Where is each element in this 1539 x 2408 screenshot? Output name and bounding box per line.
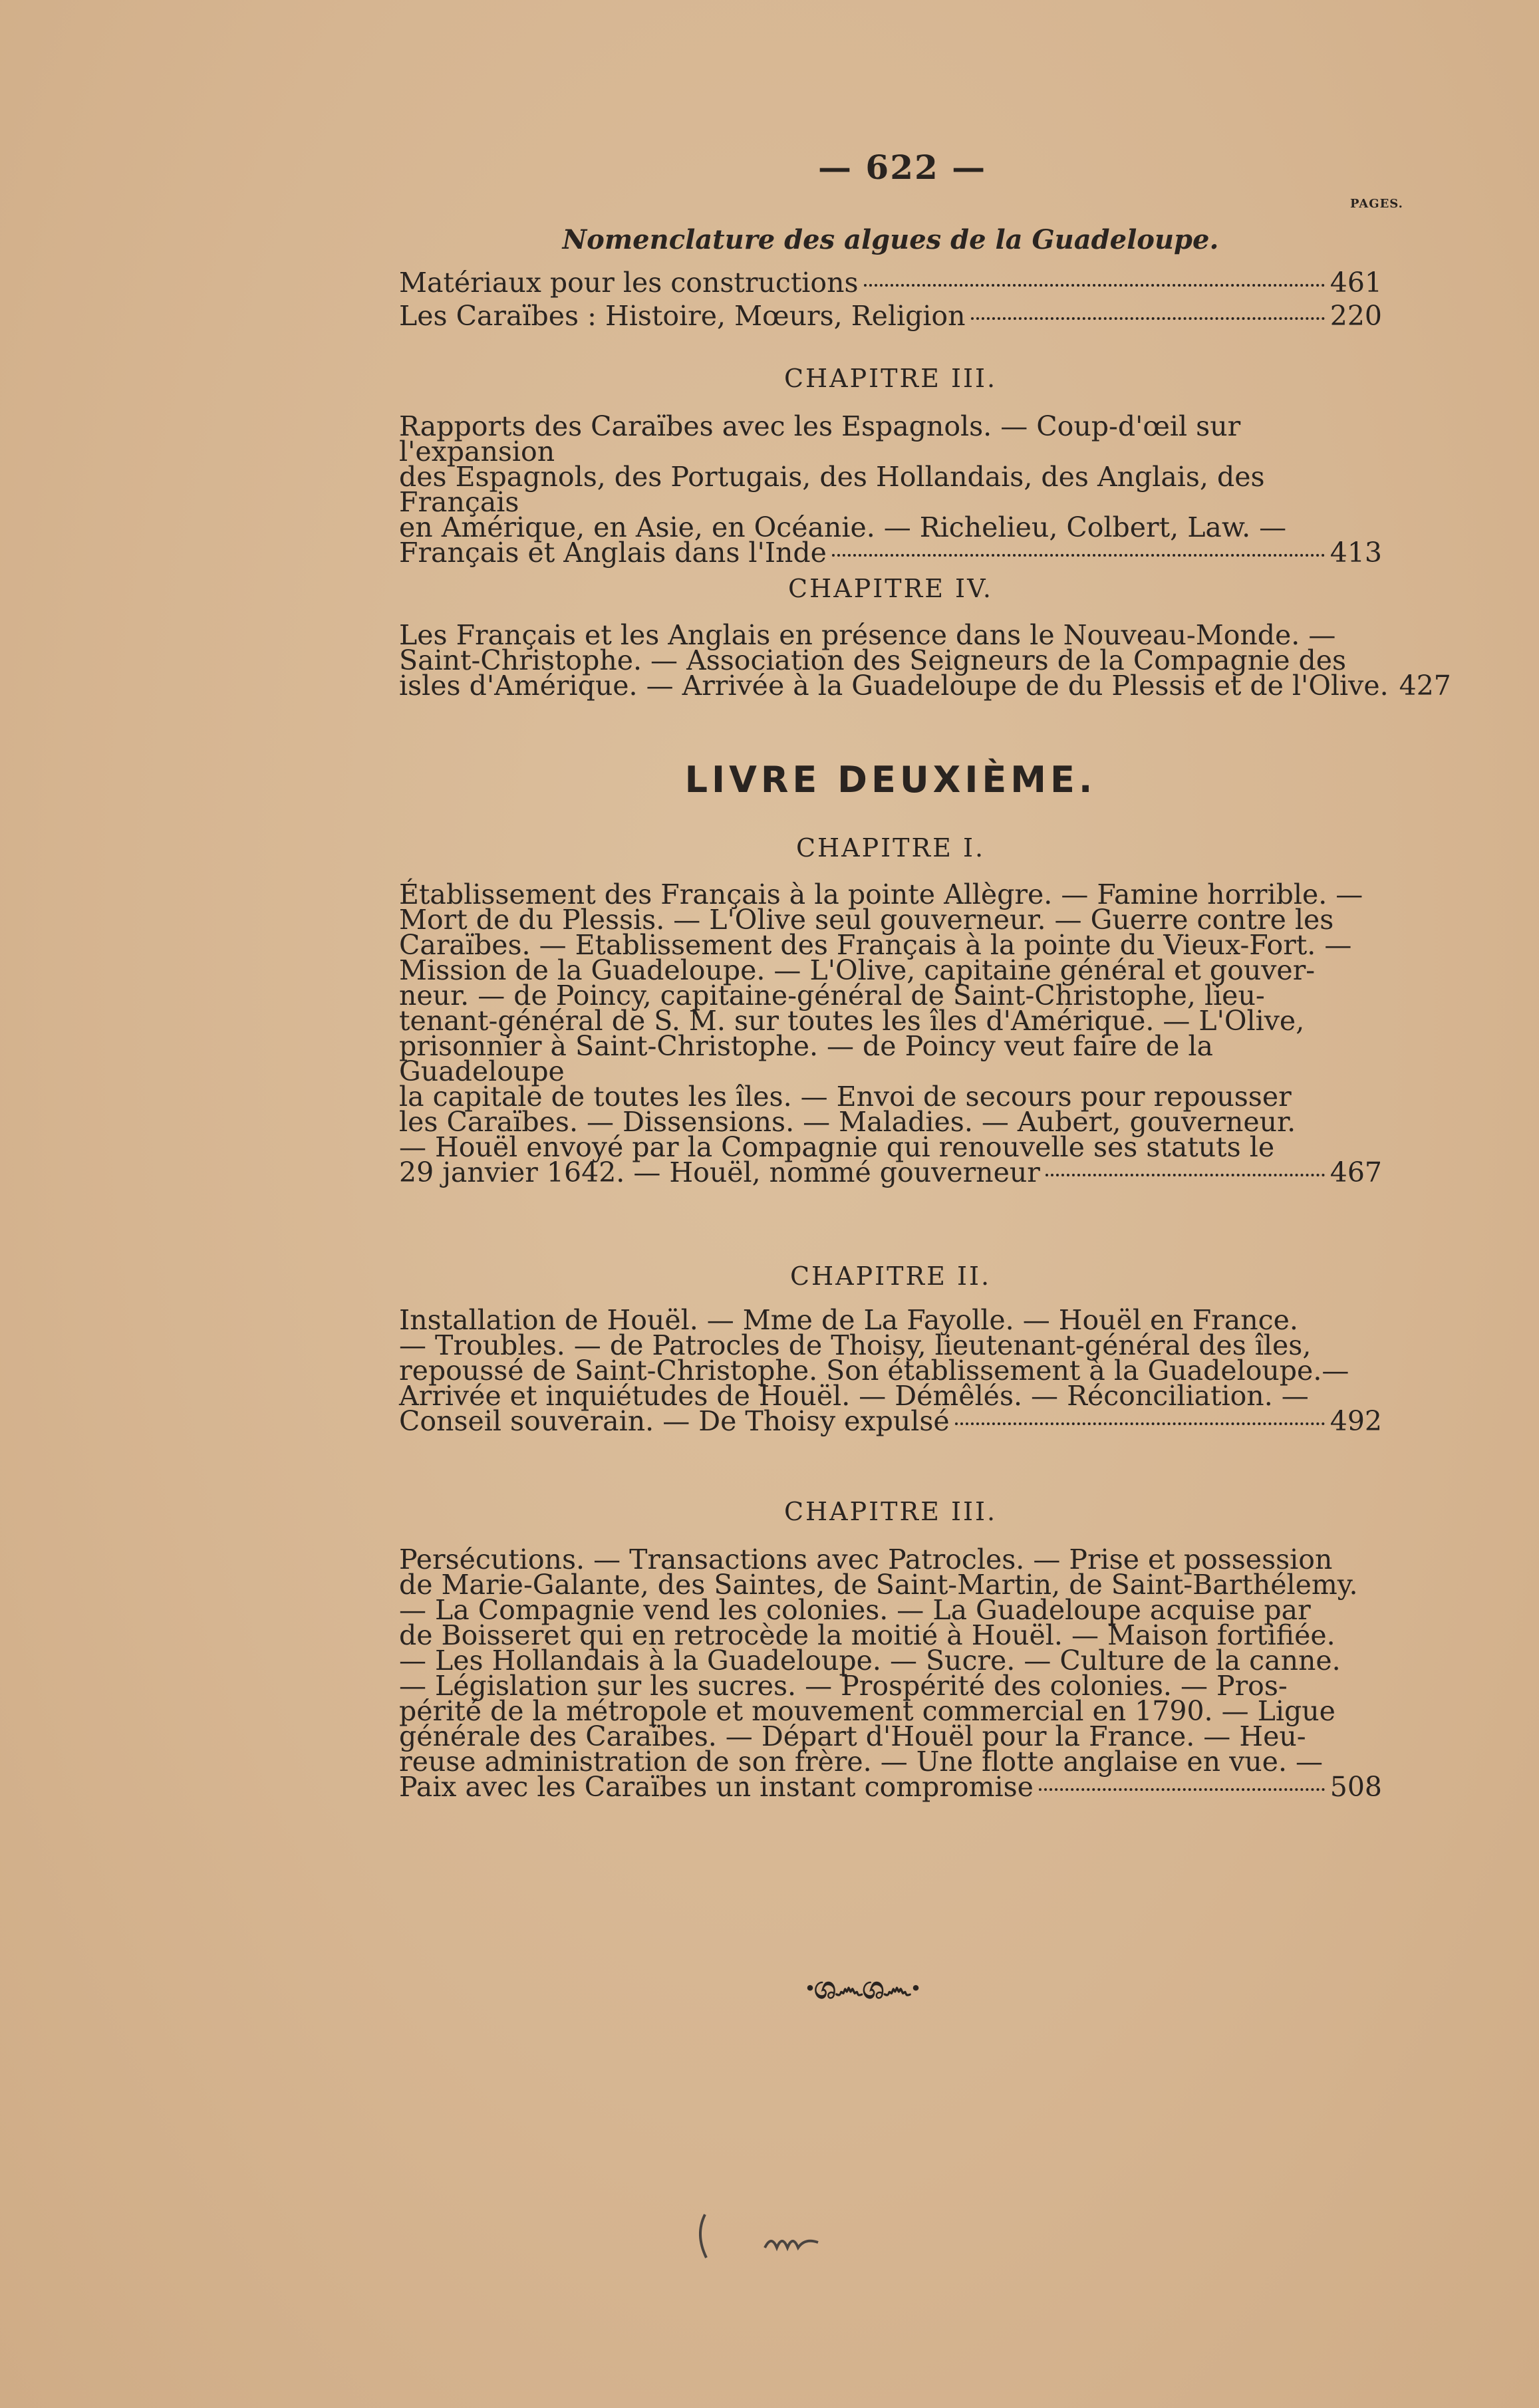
summary-line: — Houël envoyé par la Compagnie qui renouvelle ses statuts le: [399, 1131, 1275, 1163]
chapter-page: 508: [1329, 1771, 1382, 1803]
summary-line: Saint-Christophe. — Association des Seigneurs de la Compagnie des: [399, 644, 1347, 676]
summary-line: Mort de du Plessis. — L'Olive seul gouverneur. — Guerre contre les: [399, 904, 1334, 936]
toc-entry-text: Matériaux pour les constructions: [399, 267, 859, 299]
chapter-heading: CHAPITRE II.: [789, 1262, 992, 1291]
chapter-page: 492: [1329, 1405, 1382, 1437]
summary-line: en Amérique, en Asie, en Océanie. — Richelieu, Colbert, Law. —: [399, 511, 1287, 543]
summary-line: reuse administration de son frère. — Une flotte anglaise en vue. —: [399, 1746, 1324, 1778]
summary-line: générale des Caraïbes. — Départ d'Houël pour la France. — Heu-: [399, 1720, 1306, 1752]
leader-dots: [1046, 1174, 1325, 1176]
summary-line: Installation de Houël. — Mme de La Fayolle. — Houël en France.: [399, 1304, 1298, 1336]
summary-line: neur. — de Poincy, capitaine-général de Saint-Christophe, lieu-: [399, 980, 1265, 1011]
handwritten-mark: [692, 2208, 825, 2279]
chapter-heading: CHAPITRE IV.: [788, 574, 993, 603]
summary-line: Français et Anglais dans l'Inde: [399, 537, 827, 569]
summary-line: Établissement des Français à la pointe Allègre. — Famine horrible. —: [399, 878, 1363, 910]
summary-line: 29 janvier 1642. — Houël, nommé gouverneur: [399, 1156, 1040, 1188]
closing-ornament: ·ශ෴ශ෴·: [805, 1970, 920, 2006]
summary-line: Arrivée et inquiétudes de Houël. — Démêlés. — Réconciliation. —: [399, 1380, 1309, 1412]
toc-entry: [399, 267, 1382, 299]
summary-line: Mission de la Guadeloupe. — L'Olive, capitaine général et gouver-: [399, 954, 1316, 986]
pages-column-label: PAGES.: [1350, 197, 1403, 211]
chapter-page: 427: [1399, 670, 1451, 702]
summary-line: Les Français et les Anglais en présence dans le Nouveau-Monde. —: [399, 619, 1336, 651]
summary-line: — Législation sur les sucres. — Prospérité des colonies. — Pros-: [399, 1670, 1288, 1702]
summary-line: isles d'Amérique. — Arrivée à la Guadeloupe de du Plessis et de l'Olive.: [399, 670, 1389, 702]
leader-dots: [864, 284, 1325, 287]
summary-line: repoussé de Saint-Christophe. Son établissement à la Guadeloupe.—: [399, 1355, 1349, 1387]
summary-line: tenant-général de S. M. sur toutes les îles d'Amérique. — L'Olive,: [399, 1005, 1305, 1037]
toc-entry: [399, 300, 1382, 332]
page-number: — 622 —: [818, 148, 987, 187]
chapter-summary: [399, 878, 1382, 1188]
summary-line: les Caraïbes. — Dissensions. — Maladies. — Aubert, gouverneur.: [399, 1106, 1296, 1138]
summary-line: Caraïbes. — Etablissement des Français à la pointe du Vieux-Fort. —: [399, 929, 1352, 961]
toc-entry-page: 461: [1329, 267, 1382, 299]
summary-line: périté de la métropole et mouvement commercial en 1790. — Ligue: [399, 1695, 1335, 1727]
chapter-summary: [399, 410, 1382, 569]
summary-line: Paix avec les Caraïbes un instant compromise: [399, 1771, 1034, 1803]
leader-dots: [971, 317, 1325, 320]
section-title: Nomenclature des algues de la Guadeloupe.: [562, 224, 1219, 255]
summary-line: — Troubles. — de Patrocles de Thoisy, lieutenant-général des îles,: [399, 1329, 1312, 1361]
summary-line: des Espagnols, des Portugais, des Hollandais, des Anglais, des Français: [399, 461, 1265, 518]
chapter-heading: CHAPITRE I.: [795, 833, 986, 863]
summary-line: — Les Hollandais à la Guadeloupe. — Sucre. — Culture de la canne.: [399, 1645, 1341, 1676]
toc-entry-page: 220: [1329, 300, 1382, 332]
summary-line: Conseil souverain. — De Thoisy expulsé: [399, 1405, 950, 1437]
chapter-heading: CHAPITRE III.: [783, 364, 998, 393]
leader-dots: [955, 1422, 1325, 1425]
leader-dots: [1039, 1788, 1325, 1791]
summary-line: prisonnier à Saint-Christophe. — de Poincy veut faire de la Guadeloupe: [399, 1030, 1213, 1087]
summary-line: la capitale de toutes les îles. — Envoi de secours pour repousser: [399, 1081, 1292, 1113]
summary-line: de Marie-Galante, des Saintes, de Saint-Martin, de Saint-Barthélemy.: [399, 1569, 1358, 1601]
leader-dots: [832, 554, 1325, 557]
summary-line: — La Compagnie vend les colonies. — La Guadeloupe acquise par: [399, 1594, 1311, 1626]
summary-line: de Boisseret qui en retrocède la moitié à Houël. — Maison fortifiée.: [399, 1619, 1335, 1651]
summary-line: Persécutions. — Transactions avec Patrocles. — Prise et possession: [399, 1543, 1333, 1575]
chapter-summary: [399, 1304, 1382, 1437]
livre-heading: LIVRE DEUXIÈME.: [684, 759, 1097, 801]
chapter-page: 413: [1329, 537, 1382, 569]
chapter-heading: CHAPITRE III.: [783, 1497, 998, 1526]
chapter-summary: [399, 1543, 1382, 1803]
summary-line: Rapports des Caraïbes avec les Espagnols. — Coup-d'œil sur l'expansion: [399, 410, 1241, 468]
toc-entry-text: Les Caraïbes : Histoire, Mœurs, Religion: [399, 300, 966, 332]
chapter-page: 467: [1329, 1156, 1382, 1188]
chapter-summary: [399, 619, 1451, 702]
